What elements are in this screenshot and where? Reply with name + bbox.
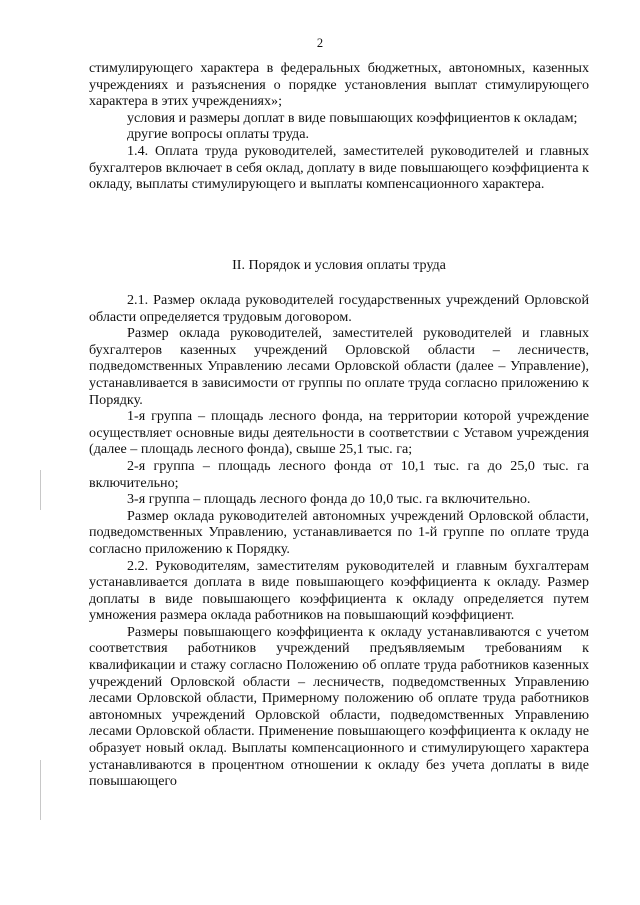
paragraph: 1-я группа – площадь лесного фонда, на территории которой учреждение осуществляет основные виды деятельности в соответствии с Уставом учреждения (далее – площадь лесного фонда), свыше 25,1 тыс. га; bbox=[89, 408, 589, 458]
text-block-bottom bbox=[89, 292, 589, 790]
paragraph: 2.2. Руководителям, заместителям руководителей и главным бухгалтерам устанавливается доплата в виде повышающего коэффициента к окладу. Размер доплаты в виде повышающего коэффициента к окладу определяется путем умножения размера оклада работников на повышающий коэффициент. bbox=[89, 557, 589, 624]
paragraph: условия и размеры доплат в виде повышающих коэффициентов к окладам; bbox=[127, 109, 578, 126]
paragraph: другие вопросы оплаты труда. bbox=[127, 126, 309, 143]
paragraph: стимулирующего характера в федеральных бюджетных, автономных, казенных учреждениях и разъяснения о порядке установления выплат стимулирующего характера в этих учреждениях»; bbox=[89, 60, 589, 110]
paragraph: 2-я группа – площадь лесного фонда от 10,1 тыс. га до 25,0 тыс. га включительно; bbox=[89, 457, 589, 491]
paragraph: Размер оклада руководителей, заместителей руководителей и главных бухгалтеров казенных учреждений Орловской области – лесничеств, подведомственных Управлению лесами Орловской области (далее – Управление), устанавливается в зависимости от группы по оплате труда согласно приложению к Порядку. bbox=[89, 325, 589, 408]
paragraph: 2.1. Размер оклада руководителей государственных учреждений Орловской области определяется трудовым договором. bbox=[89, 292, 589, 325]
paragraph: Размеры повышающего коэффициента к окладу устанавливаются с учетом соответствия работников учреждений предъявляемым требованиям к квалификации и стажу согласно Положению об оплате труда работников казенных учреждений Орловской области – лесничеств, подведомственных Управлению лесами Орловской области, Примерному положению об оплате труда работников автономных учреждений Орловской области, подведомственных Управлению лесами Орловской области. Применение повышающего коэффициента к окладу не образует новый оклад. Выплаты компенсационного и стимулирующего характера устанавливаются в процентном отношении к окладу без учета доплаты в виде повышающего bbox=[89, 623, 589, 790]
page-number: 2 bbox=[316, 36, 324, 50]
section-heading: II. Порядок и условия оплаты труда bbox=[232, 257, 446, 273]
scan-margin-mark bbox=[40, 760, 41, 820]
paragraph: 3-я группа – площадь лесного фонда до 10,0 тыс. га включительно. bbox=[127, 491, 531, 508]
paragraph: 1.4. Оплата труда руководителей, заместителей руководителей и главных бухгалтеров включает в себя оклад, доплату в виде повышающего коэффициента к окладу, выплаты стимулирующего и выплаты компенсационного характера. bbox=[89, 142, 589, 193]
paragraph: Размер оклада руководителей автономных учреждений Орловской области, подведомственных Управлению, устанавливается по 1-й группе по оплате труда согласно приложению к Порядку. bbox=[89, 507, 589, 557]
text-block-top bbox=[89, 60, 589, 193]
scan-margin-mark bbox=[40, 470, 41, 510]
